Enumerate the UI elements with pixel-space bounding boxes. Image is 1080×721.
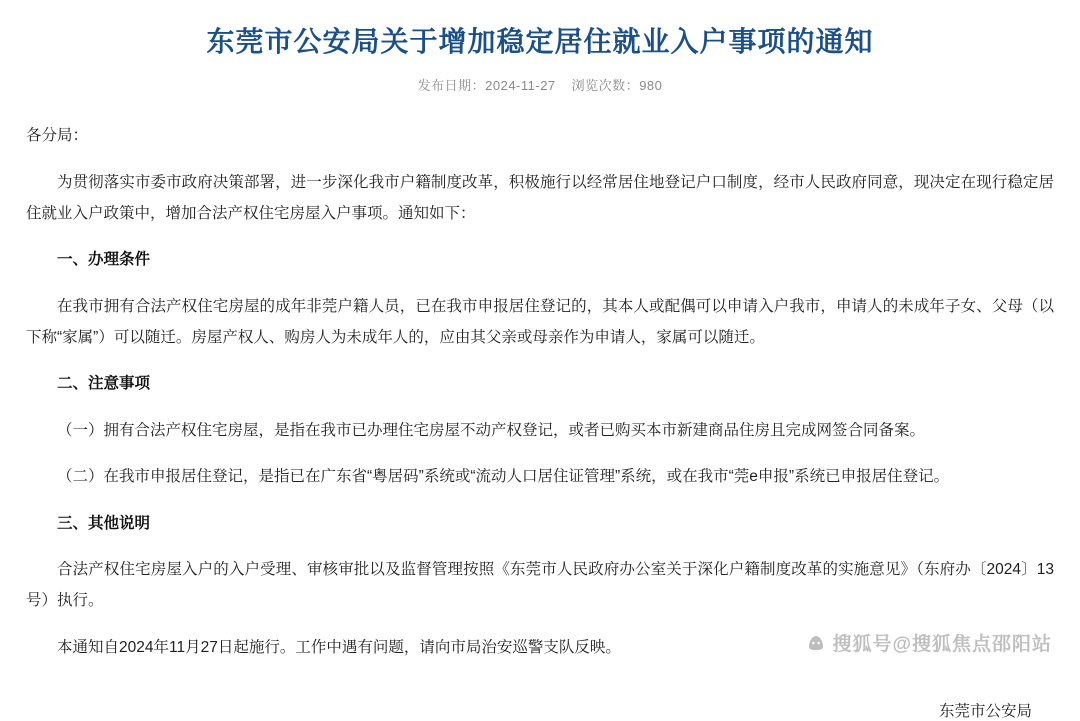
watermark [806,629,1052,656]
document-meta [26,75,1054,94]
section-heading-notes: 二、注意事项 [57,375,151,393]
body-paragraph: 本通知自2024年11月27日起施行。工作中遇有问题，请向市局治安巡警支队反映。 [57,638,621,656]
body-paragraph: 在我市拥有合法产权住宅房屋的成年非莞户籍人员，已在我市申报居住登记的，其本人或配偶可以申请入户我市，申请人的未成年子女、父母（以下称“家属”）可以随迁。房屋产权人、购房人为未成年人的，应由其父亲或母亲作为申请人，家属可以随迁。 [26,297,1054,346]
publish-date-value: 2024-11-27 [485,78,556,94]
body-paragraph: 合法产权住宅房屋入户的入户受理、审核审批以及监督管理按照《东莞市人民政府办公室关于深化户籍制度改革的实施意见》（东府办〔2024〕13号）执行。 [26,561,1054,610]
body-paragraph: 为贯彻落实市委市政府决策部署，进一步深化我市户籍制度改革，积极施行以经常居住地登记户口制度，经市人民政府同意，现决定在现行稳定居住就业入户政策中，增加合法产权住宅房屋入户事项。通知如下： [26,173,1054,222]
views-label: 浏览次数： [571,78,640,94]
watermark-text: 搜狐号@搜狐焦点邵阳站 [832,634,1052,655]
section-heading-other: 三、其他说明 [57,514,151,532]
body-paragraph: （一）拥有合法产权住宅房屋，是指在我市已办理住宅房屋不动产权登记，或者已购买本市新建商品住房且完成网签合同备案。 [57,421,926,439]
salutation: 各分局： [26,127,89,145]
publish-date-label: 发布日期： [417,78,486,94]
section-heading-conditions: 一、办理条件 [57,251,151,269]
page-title: 东莞市公安局关于增加稳定居住就业入户事项的通知 [206,26,874,57]
body-paragraph: （二）在我市申报居住登记，是指已在广东省“粤居码”系统或“流动人口居住证管理”系统，或在我市“莞e申报”系统已申报居住登记。 [57,468,950,486]
document-body [26,120,1054,663]
views-count: 980 [639,78,663,94]
document-signature: 东莞市公安局 [938,702,1032,720]
sohu-fox-icon [806,633,826,653]
